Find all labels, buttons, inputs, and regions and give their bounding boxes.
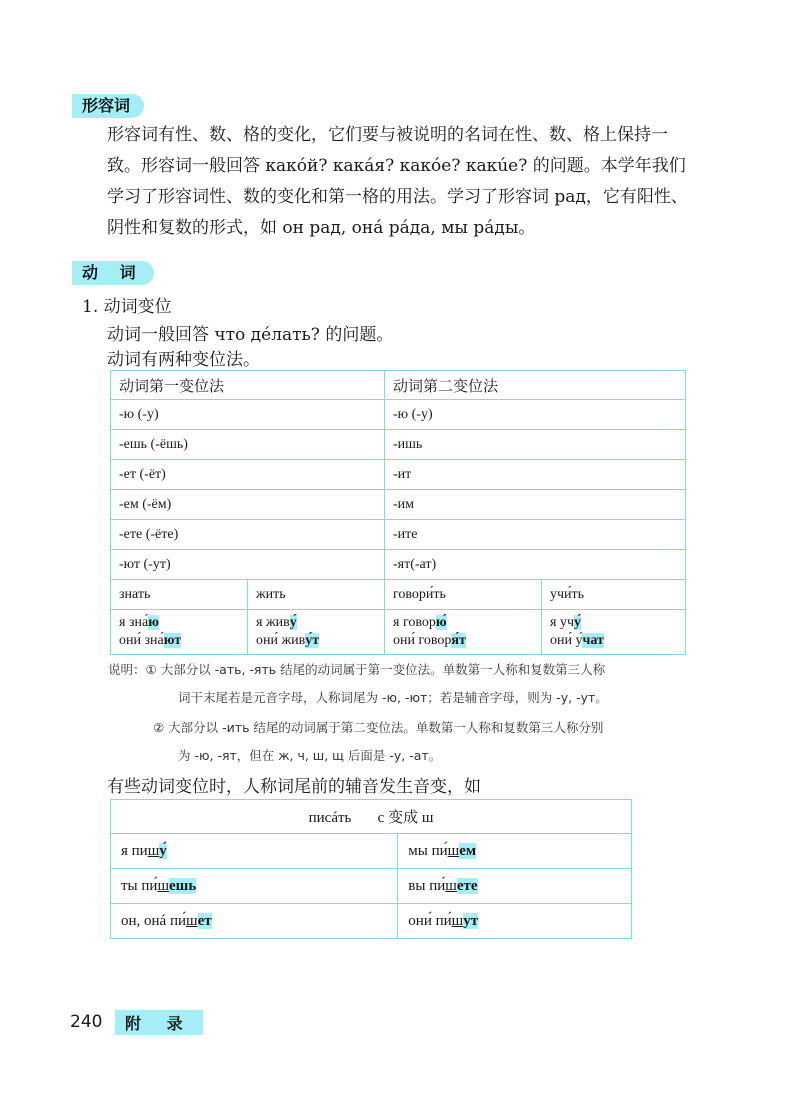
col1-header: 动词第一变位法 — [111, 371, 385, 400]
pisat-table — [110, 799, 632, 939]
example-cell: я зна́ю они́ зна́ют — [111, 610, 248, 655]
example-cell: я говорю́ они́ говоря́т — [385, 610, 542, 655]
table-row — [111, 834, 632, 869]
form-cell: я пишу́ — [111, 834, 398, 869]
note-2a: ② 大部分以 -ить 结尾的动词属于第二变位法。单数第一人称和复数第三人称分别 — [153, 720, 604, 735]
note-2b: 为 -ю, -ят，但在 ж, ч, ш, щ 后面是 -у, -ат。 — [178, 748, 442, 763]
table-row — [111, 869, 632, 904]
table-row — [111, 904, 632, 939]
ending-cell: -ем (-ём) — [111, 490, 385, 520]
adjective-paragraph: 形容词有性、数、格的变化，它们要与被说明的名词在性、数、格上保持一致。形容词一般回答 какóй? какáя? какóе? какúе? 的问题。本学年我们学习了形容词性、数的变化和第一格的用法。学习了形容词 рад，它有阳性、阴性和复数的形式，如 он рад, онá рáда, мы рáды。 — [107, 125, 688, 238]
verb-cell: жить — [248, 580, 385, 610]
col2-header: 动词第二变位法 — [385, 371, 686, 400]
ending-cell: -ю (-у) — [385, 400, 686, 430]
form-cell: они́ пи́шут — [398, 904, 632, 939]
verb-types-line: 动词有两种变位法。 — [107, 350, 260, 370]
note-1a: 说明：① 大部分以 -ать, -ять 结尾的动词属于第一变位法。单数第一人称和复数第三人称 — [108, 662, 606, 677]
form-cell: ты пи́шешь — [111, 869, 398, 904]
example-cell: я учу́ они́ у́чат — [542, 610, 686, 655]
table-row — [111, 400, 686, 430]
verb-cell: знать — [111, 580, 248, 610]
ending-cell: -ешь (-ёшь) — [111, 430, 385, 460]
table-row — [111, 490, 686, 520]
ending-cell: -им — [385, 490, 686, 520]
ending-cell: -ете (-ёте) — [111, 520, 385, 550]
list-item-conjugation: 1. 动词变位 — [82, 297, 172, 317]
table-row — [111, 550, 686, 580]
form-cell: вы пи́шете — [398, 869, 632, 904]
conjugation-table — [110, 370, 686, 655]
section-tag-verb: 动 词 — [72, 261, 154, 285]
ending-cell: -ю (-у) — [111, 400, 385, 430]
ending-cell: -ит — [385, 460, 686, 490]
note-1b: 词干末尾若是元音字母，人称词尾为 -ю, -ют；若是辅音字母，则为 -у, -ут。 — [178, 690, 608, 705]
verb-row — [111, 580, 686, 610]
pisat-header: писáть с 变成 ш — [111, 800, 632, 834]
ending-cell: -ишь — [385, 430, 686, 460]
ending-cell: -ет (-ёт) — [111, 460, 385, 490]
ending-cell: -ите — [385, 520, 686, 550]
page-number: 240 — [70, 1012, 103, 1032]
form-cell: мы пи́шем — [398, 834, 632, 869]
verb-cell: учи́ть — [542, 580, 686, 610]
mutation-line: 有些动词变位时，人称词尾前的辅音发生音变，如 — [107, 777, 481, 797]
form-cell: он, онá пи́шет — [111, 904, 398, 939]
table-row — [111, 460, 686, 490]
section-tag-adjective: 形容词 — [72, 94, 144, 118]
ending-cell: -ят(-ат) — [385, 550, 686, 580]
example-cell: я живу́ они́ живу́т — [248, 610, 385, 655]
appendix-tag: 附 录 — [115, 1010, 203, 1035]
table-row — [111, 520, 686, 550]
verb-cell: говори́ть — [385, 580, 542, 610]
ending-cell: -ют (-ут) — [111, 550, 385, 580]
table-row — [111, 430, 686, 460]
example-row — [111, 610, 686, 655]
verb-question-line: 动词一般回答 что дéлать? 的问题。 — [107, 325, 394, 345]
